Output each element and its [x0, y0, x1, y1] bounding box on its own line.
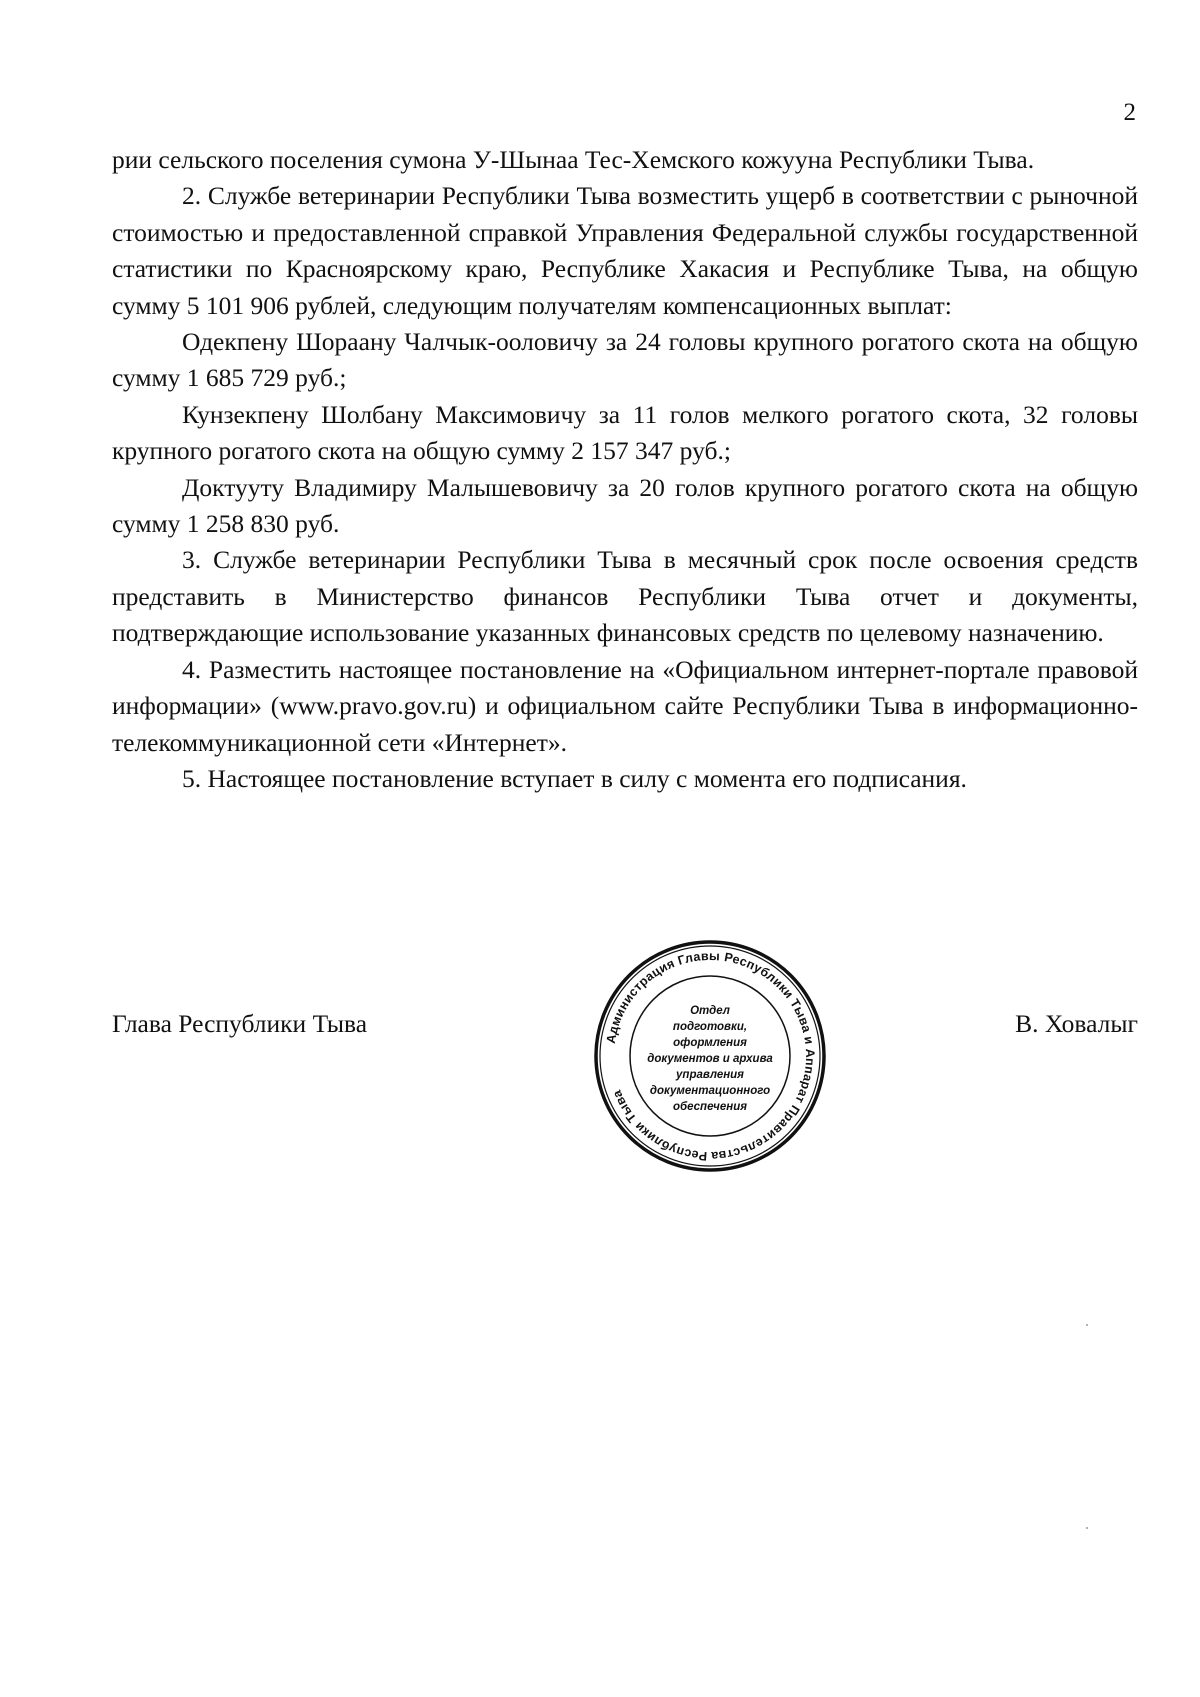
scan-artifact-dot	[1086, 1527, 1088, 1529]
paragraph-7: 4. Разместить настоящее постановление на «Официальном интернет-портале правовой информации» (www.pravo.gov.ru) и официальном сайте Республики Тыва в информационно-телекоммуникационной сети «Интернет».	[112, 654, 1138, 757]
paragraph-4: Кунзекпену Шолбану Максимовичу за 11 голов мелкого рогатого скота, 32 головы крупного рогатого скота на общую сумму 2 157 347 руб.;	[112, 399, 1138, 466]
paragraph-3: Одекпену Шораану Чалчык-ооловичу за 24 головы крупного рогатого скота на общую сумму 1 685 729 руб.;	[112, 327, 1138, 393]
stamp-line-7: обеспечения	[672, 1101, 748, 1113]
paragraph-1: рии сельского поселения сумона У-Шынаа Тес-Хемского кожууна Республики Тыва.	[112, 145, 1035, 174]
stamp-outer-text: Администрация Главы Республики Тыва и Аппарат Правительства Республики Тыва	[603, 948, 818, 1164]
scan-artifact-dot	[1086, 1324, 1088, 1326]
stamp-inner-text	[647, 1005, 773, 1113]
document-body	[112, 142, 1138, 797]
stamp-line-2: подготовки,	[672, 1021, 748, 1033]
stamp-line-6: документационного	[649, 1085, 771, 1097]
stamp-line-4: документов и архива	[647, 1053, 773, 1065]
paragraph-2: 2. Службе ветеринарии Республики Тыва возместить ущерб в соответствии с рыночной стоимостью и предоставленной справкой Управления Федеральной службы государственной статистики по Красноярскому краю, Республике Хакасия и Республике Тыва, на общую сумму 5 101 906 рублей, следующим получателям компенсационных выплат:	[112, 181, 1138, 320]
page-number: 2	[1123, 99, 1136, 126]
stamp-line-5: управления	[676, 1069, 744, 1081]
paragraph-6: 3. Службе ветеринарии Республики Тыва в месячный срок после освоения средств представить в Министерство финансов Республики Тыва отчет и документы, подтверждающие использование указанных финансовых средств по целевому назначению.	[112, 545, 1138, 648]
stamp-line-1: Отдел	[690, 1005, 730, 1017]
stamp-line-3: оформления	[673, 1037, 747, 1049]
paragraph-8: 5. Настоящее постановление вступает в силу с момента его подписания.	[182, 763, 967, 793]
signature-name: В. Ховалыг	[1015, 1009, 1138, 1038]
paragraph-5: Доктууту Владимиру Малышевовичу за 20 голов крупного рогатого скота на общую сумму 1 258 830 руб.	[112, 472, 1138, 539]
official-stamp	[592, 938, 828, 1174]
signature-position: Глава Республики Тыва	[112, 1009, 368, 1038]
